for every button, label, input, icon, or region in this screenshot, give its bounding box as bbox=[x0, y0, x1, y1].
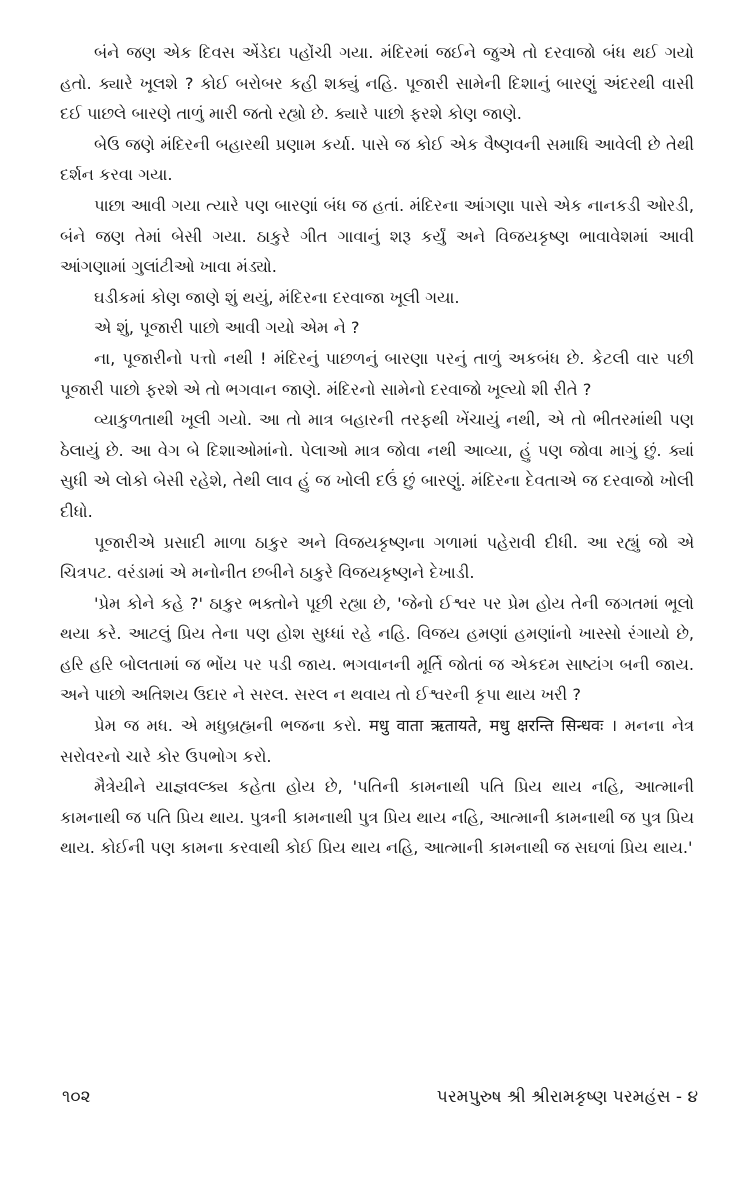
paragraph: મૈત્રેયીને યાજ્ઞવલ્ક્ય કહેતા હોય છે, 'પતિની કામનાથી પતિ પ્રિય થાય નહિ, આત્માની કામનાથી જ પતિ પ્રિય થાય. પુત્રની કામનાથી પુત્ર પ્રિય થાય નહિ, આત્માની કામનાથી જ પુત્ર પ્રિય થાય. કોઈની પણ કામના કરવાથી કોઈ પ્રિય થાય નહિ, આત્માની કામનાથી જ સઘળાં પ્રિય થાય.' bbox=[60, 777, 694, 858]
paragraph: વ્યાકુળતાથી ખૂલી ગયો. આ તો માત્ર બહારની તરફથી ખેંચાયું નથી, એ તો ભીતરમાંથી પણ ઠેલાયું છે. આ વેગ બે દિશાઓમાંનો. પેલાઓ માત્ર જોવા નથી આવ્યા, હું પણ જોવા માગું છું. ક્યાં સુધી એ લોકો બેસી રહેશે, તેથી લાવ હું જ ખોલી દઉં છું બારણું. મંદિરના દેવતાએ જ દરવાજો ખોલી દીધો. bbox=[60, 410, 694, 521]
body-text bbox=[60, 38, 694, 864]
paragraph: પ્રેમ જ મધ. એ મધુબ્રહ્મની ભજના કરો. मधु वाता ऋतायते, मधु क्षरन्ति सिन्धवः । મનના નેત્ર સરોવરનો ચારે કોર ઉપભોગ કરો. bbox=[60, 716, 694, 766]
page-footer bbox=[62, 1082, 698, 1112]
paragraph: ઘડીકમાં કોણ જાણે શું થયું, મંદિરના દરવાજા ખૂલી ગયા. bbox=[94, 287, 460, 307]
paragraph: પાછા આવી ગયા ત્યારે પણ બારણાં બંધ જ હતાં. મંદિરના આંગણા પાસે એક નાનકડી ઓરડી, બંને જણ તેમાં બેસી ગયા. ઠાકુરે ગીત ગાવાનું શરૂ કર્યું અને વિજયકૃષ્ણ ભાવાવેશમાં આવી આંગણામાં ગુલાંટીઓ ખાવા મંડ્યો. bbox=[60, 195, 694, 277]
paragraph: પૂજારીએ પ્રસાદી માળા ઠાકુર અને વિજયકૃષ્ણના ગળામાં પહેરાવી દીધી. આ રહ્યું જો એ ચિત્રપટ. વરંડામાં એ મનોનીત છબીને ઠાકુરે વિજયકૃષ્ણને દેખાડી. bbox=[60, 532, 694, 583]
paragraph: 'પ્રેમ કોને કહે ?' ઠાકુર ભક્તોને પૂછી રહ્યા છે, 'જેનો ઈશ્વર પર પ્રેમ હોય તેની જગતમાં ભૂલો થયા કરે. આટલું પ્રિય તેના પણ હોશ સુધ્ધાં રહે નહિ. વિજય હમણાં હમણાંનો ખાસ્સો રંગાયો છે, હરિ હરિ બોલતામાં જ ભોંય પર પડી જાય. ભગવાનની મૂર્તિ જોતાં જ એકદમ સાષ્ટાંગ બની જાય. અને પાછો અતિશય ઉદાર ને સરલ. સરલ ન થવાય તો ઈશ્વરની કૃપા થાય ખરી ? bbox=[60, 593, 694, 705]
paragraph: બંને જણ એક દિવસ એંડેદા પહોંચી ગયા. મંદિરમાં જઈને જુએ તો દરવાજો બંધ થઈ ગયો હતો. ક્યારે ખૂલશે ? કોઈ બરોબર કહી શક્યું નહિ. પૂજારી સામેની દિશાનું બારણું અંદરથી વાસી દઈ પાછલે બારણે તાળું મારી જતો રહ્યો છે. ક્યારે પાછો ફરશે કોણ જાણે. bbox=[60, 43, 694, 124]
paragraph: ના, પૂજારીનો પત્તો નથી ! મંદિરનું પાછળનું બારણા પરનું તાળું અકબંધ છે. કેટલી વાર પછી પૂજારી પાછો ફરશે એ તો ભગવાન જાણે. મંદિરનો સામેનો દરવાજો ખૂલ્યો શી રીતે ? bbox=[60, 348, 694, 399]
running-title: પરમપુરુષ શ્રી શ્રીરામકૃષ્ણ પરમહંસ - ૪ bbox=[436, 1087, 698, 1107]
paragraph: એ શું, પૂજારી પાછો આવી ગયો એમ ને ? bbox=[94, 318, 360, 338]
paragraph: બેઉ જણે મંદિરની બહારથી પ્રણામ કર્યા. પાસે જ કોઈ એક વૈષ્ણવની સમાધિ આવેલી છે તેથી દર્શન કરવા ગયા. bbox=[60, 134, 694, 185]
page-number: ૧૦૨ bbox=[62, 1087, 91, 1107]
